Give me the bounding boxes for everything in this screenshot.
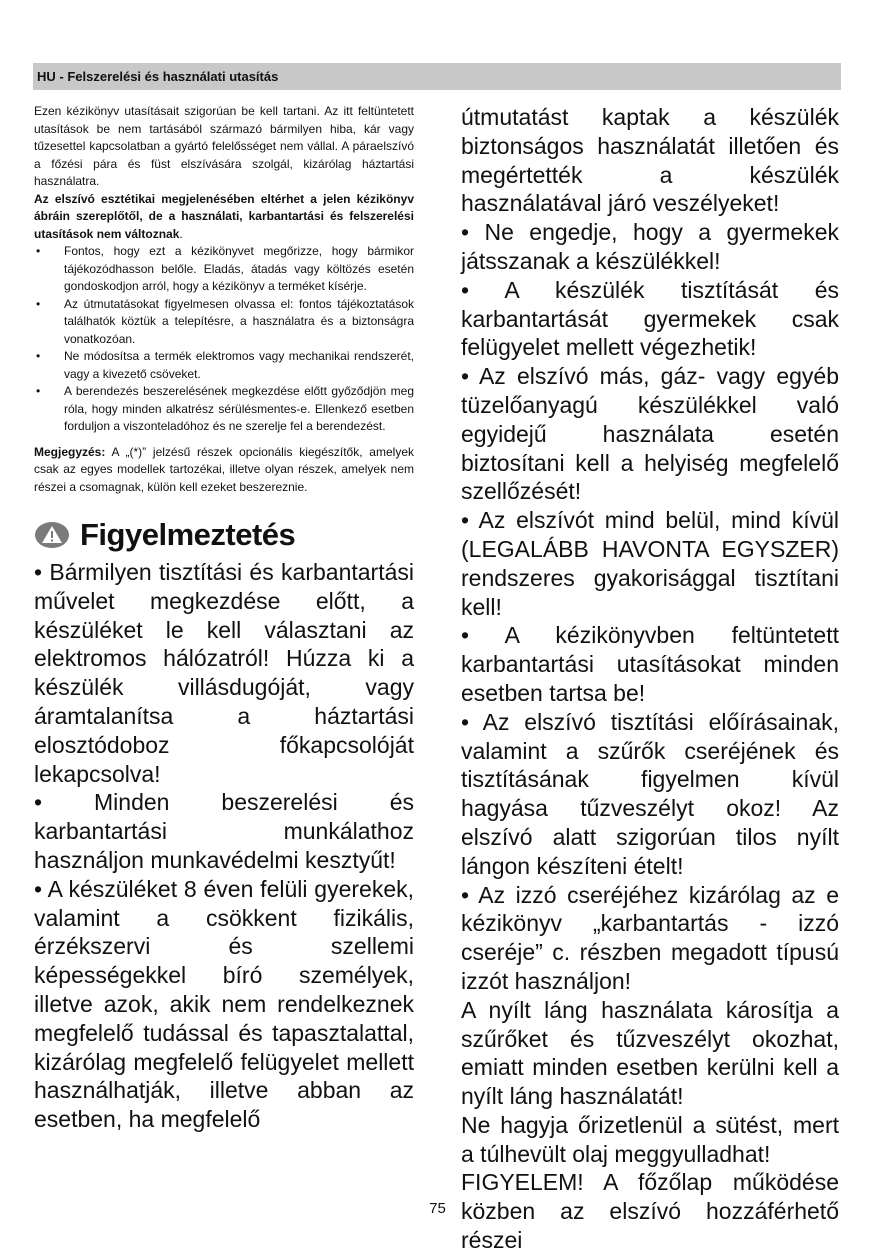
page-number: 75 bbox=[429, 1200, 446, 1217]
section-header bbox=[33, 63, 841, 90]
warning-paragraph: • A kézikönyvben feltüntetett karbantartási utasításokat minden esetben tartsa be! bbox=[461, 622, 839, 706]
warning-paragraph: • Az izzó cseréjéhez kizárólag az e kézikönyv „karbantartás - izzó cseréje” c. részben megadott típusú izzót használjon! bbox=[461, 881, 839, 994]
intro-bold-text: Az elszívó esztétikai megjelenésében eltérhet a jelen kézikönyv ábráin szereplőtől, de a használati, karbantartási és felszerelési utasítások nem változnak bbox=[34, 191, 414, 241]
section-header-title: HU - Felszerelési és használati utasítás bbox=[37, 69, 279, 84]
note-label: Megjegyzés: bbox=[34, 444, 106, 459]
warning-paragraph: • Az elszívót mind belül, mind kívül (LEGALÁBB HAVONTA EGYSZER) rendszeres gyakorisággal tisztítani kell! bbox=[461, 507, 839, 620]
right-column bbox=[461, 103, 839, 1255]
intro-paragraph: Ezen kézikönyv utasításait szigorúan be kell tartani. Az itt feltüntetett utasítások be nem tartásából származó bármilyen hiba, kár vagy tűzesettel kapcsolatban a gyártó felelősséget nem vállal. A páraelszívó a főzési pára és füst elszívására szolgál, kizárólag háztartási használatra. bbox=[34, 104, 414, 188]
note-text: A „(*)” jelzésű részek opcionális kiegészítők, amelyek csak az egyes modellek tartozékai, illetve olyan részek, amelyek nem részei a csomagnak, külön kell ezeket beszereznie. bbox=[34, 444, 414, 494]
list-item: • Fontos, hogy ezt a kézikönyvet megőrizze, hogy bármikor tájékozódhasson belőle. Eladás, átadás vagy költözés esetén gondoskodjon arról, hogy a kézikönyv a terméket kísérje. bbox=[34, 243, 414, 296]
warning-paragraph: • Az elszívó más, gáz- vagy egyéb tüzelőanyagú készülékkel való egyidejű használata esetén biztosítani kell a helyiség megfelelő szellőzését! bbox=[461, 363, 839, 505]
instruction-list bbox=[34, 243, 414, 436]
warning-paragraph: A nyílt láng használata károsítja a szűrőket és tűzveszélyt okozhat, emiatt minden esetben kerülni kell a nyílt láng használatát! bbox=[461, 996, 839, 1110]
list-item: • Ne módosítsa a termék elektromos vagy mechanikai rendszerét, vagy a kivezető csöveket. bbox=[34, 348, 414, 383]
warning-paragraph: • Minden beszerelési és karbantartási munkálathoz használjon munkavédelmi kesztyűt! bbox=[34, 789, 414, 873]
warning-paragraph: • Bármilyen tisztítási és karbantartási művelet megkezdése előtt, a készüléket le kell választani az elektromos hálózatról! Húzza ki a készülék villásdugóját, vagy áramtalanítsa a háztartási elosztódoboz főkapcsolóját lekapcsolva! bbox=[34, 559, 414, 787]
warning-paragraph: • A készüléket 8 éven felüli gyerekek, valamint a csökkent fizikális, érzékszervi és szellemi képességekkel bíró személyek, illetve azok, akik nem rendelkeznek megfelelő tudással és tapasztalattal, kizárólag megfelelő felügyelet mellett használhatják, illetve abban az esetben, ha megfelelő bbox=[34, 875, 414, 1133]
warning-triangle-icon bbox=[34, 521, 70, 549]
warning-title: Figyelmeztetés bbox=[80, 517, 296, 552]
list-item: • Az útmutatásokat figyelmesen olvassa el: fontos tájékoztatások találhatók köztük a telepítésre, a használatra és a biztonságra vonatkozóan. bbox=[34, 296, 414, 349]
warning-paragraph: FIGYELEM! A főzőlap működése közben az elszívó hozzáférhető részei bbox=[461, 1169, 839, 1254]
warning-paragraph: • Ne engedje, hogy a gyermekek játsszanak a készülékkel! bbox=[461, 219, 839, 274]
warning-paragraph: • Az elszívó tisztítási előírásainak, valamint a szűrők cseréjének és tisztításának figyelmen kívül hagyása tűzveszélyt okoz! Az elszívó alatt szigorúan tilos nyílt lángon készíteni ételt! bbox=[461, 708, 839, 879]
list-item: • A berendezés beszerelésének megkezdése előtt győződjön meg róla, hogy minden alkatrész sérülésmentes-e. Ellenkező esetben forduljon a viszonteladóhoz és ne szerelje fel a berendezést. bbox=[34, 383, 414, 436]
warning-paragraph: Ne hagyja őrizetlenül a sütést, mert a túlhevült olaj meggyulladhat! bbox=[461, 1111, 839, 1167]
warning-paragraph: • A készülék tisztítását és karbantartását gyermekek csak felügyelet mellett végezhetik! bbox=[461, 276, 839, 361]
left-column bbox=[34, 103, 414, 1134]
intro-bold-paragraph bbox=[34, 191, 414, 244]
warning-paragraph: útmutatást kaptak a készülék biztonságos használatát illetően és megértették a készülék használatával járó veszélyeket! bbox=[461, 104, 839, 217]
intro-bold-end: . bbox=[179, 226, 183, 241]
warning-heading bbox=[34, 518, 414, 552]
note-paragraph bbox=[34, 444, 414, 497]
